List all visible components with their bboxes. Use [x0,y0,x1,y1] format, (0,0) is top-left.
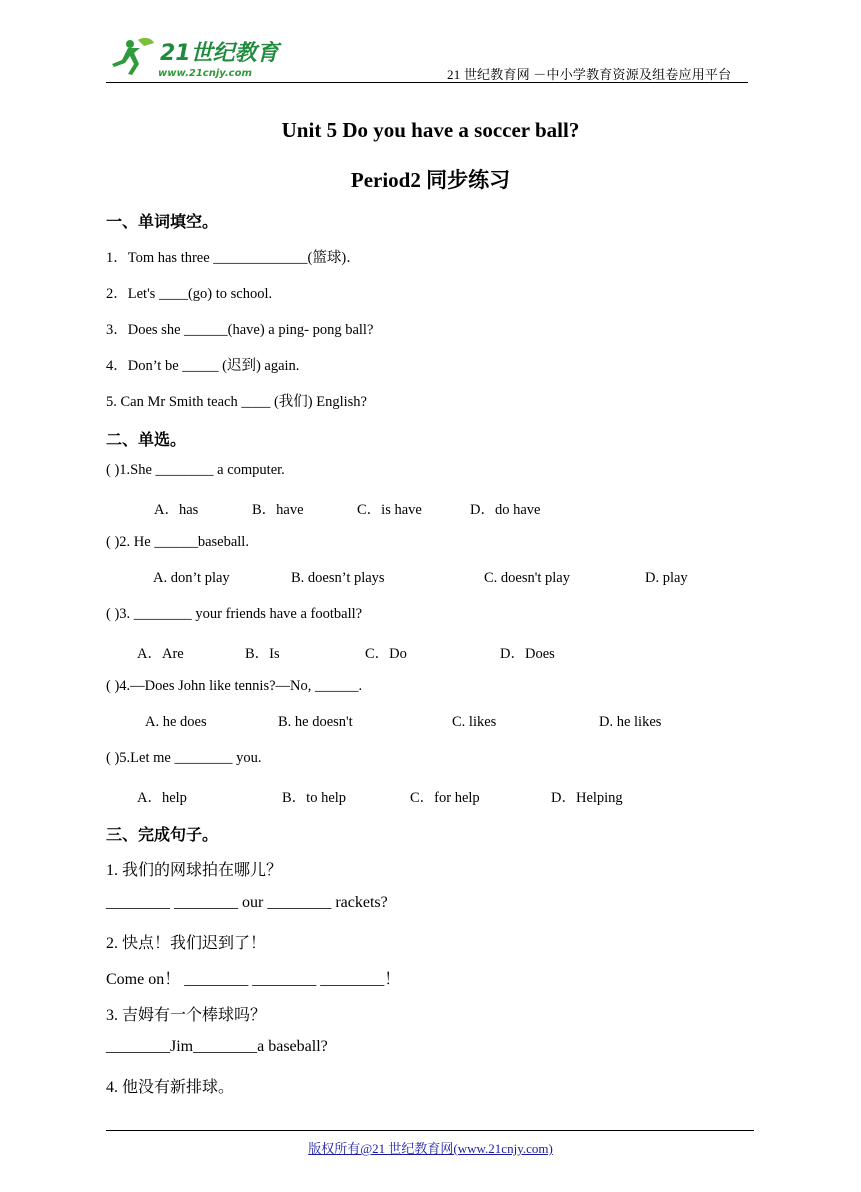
mc-2-option-a: A. don’t play [153,570,230,586]
mc-3-option-d: D．Does [500,646,555,662]
mc-2-option-c: C. doesn't play [484,570,570,586]
mc-4-option-a: A. he does [145,714,207,730]
mc-stem-4: ( )4.—Does John like tennis?—No, ______. [106,678,363,694]
mc-4-option-c: C. likes [452,714,497,730]
sentence-answer-3: ________Jim________a baseball? [106,1038,328,1055]
mc-4-option-d: D. he likes [599,714,662,730]
mc-4-option-b: B. he doesn't [278,714,353,730]
mc-1-option-d: D．do have [470,502,541,518]
section2-heading: 二、单选。 [106,430,187,449]
page-title: Unit 5 Do you have a soccer ball? [281,118,580,142]
footer-divider [106,1130,754,1131]
mc-5-option-d: D．Helping [551,790,623,806]
mc-stem-2: ( )2. He ______baseball. [106,534,249,550]
logo-url-text: www.21cnjy.com [158,68,252,79]
copyright-link[interactable]: 版权所有@21 世纪教育网(www.21cnjy.com) [308,1141,553,1156]
mc-stem-1: ( )1.She ________ a computer. [106,462,285,478]
sentence-prompt-4: 4. 他没有新排球。 [106,1079,235,1096]
site-tagline: 21 世纪教育网 －中小学教育资源及组卷应用平台 [447,67,732,82]
fill-item-1: 1．Tom has three _____________(篮球)． [106,250,361,266]
section3-heading: 三、完成句子。 [106,825,219,844]
fill-item-4: 4．Don’t be _____ (迟到) again. [106,358,300,374]
mc-stem-3: ( )3. ________ your friends have a football? [106,606,363,622]
site-logo [108,34,283,82]
fill-item-2: 2．Let's ____(go) to school. [106,286,273,302]
mc-5-option-a: A．help [137,790,187,806]
header-divider [106,82,748,83]
section1-heading: 一、单词填空。 [106,212,219,231]
mc-2-option-d: D. play [645,570,688,586]
sentence-prompt-1: 1. 我们的网球拍在哪儿？ [106,862,283,879]
mc-5-option-c: C．for help [410,790,480,806]
mc-1-option-a: A．has [154,502,199,518]
mc-3-option-a: A．Are [137,646,184,662]
logo-main-text: 21世纪教育 [160,41,279,66]
sentence-prompt-2: 2. 快点！我们迟到了！ [106,935,267,952]
mc-1-option-b: B．have [252,502,304,518]
mc-2-option-b: B. doesn’t plays [291,570,385,586]
page-subtitle: Period2 同步练习 [350,168,511,192]
mc-3-option-c: C．Do [365,646,407,662]
sentence-answer-2: Come on！ ________ ________ ________！ [106,971,401,988]
sentence-answer-1: ________ ________ our ________ rackets? [106,894,388,911]
mc-3-option-b: B．Is [245,646,280,662]
mc-stem-5: ( )5.Let me ________ you. [106,750,262,766]
fill-item-5: 5. Can Mr Smith teach ____ (我们) English? [106,394,367,410]
sentence-prompt-3: 3. 吉姆有一个棒球吗？ [106,1007,267,1024]
fill-item-3: 3．Does she ______(have) a ping- pong ball? [106,322,374,338]
mc-5-option-b: B．to help [282,790,347,806]
mc-1-option-c: C．is have [357,502,422,518]
runner-icon [112,38,154,75]
